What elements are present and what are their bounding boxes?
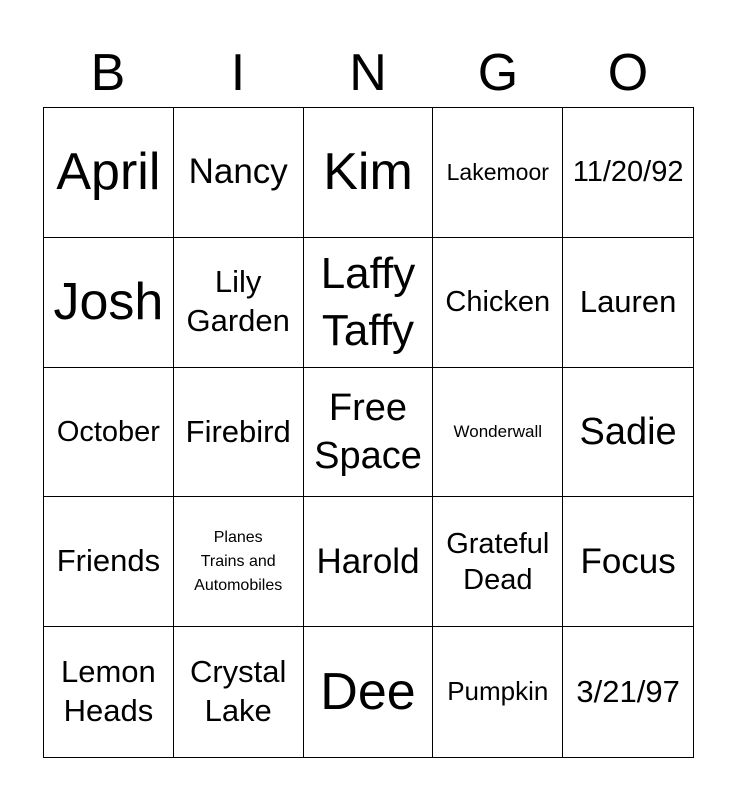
bingo-cell[interactable]: Lily Garden <box>174 238 304 368</box>
bingo-cell[interactable]: April <box>44 108 174 238</box>
bingo-cell[interactable]: Laffy Taffy <box>304 238 434 368</box>
free-space-cell[interactable]: Free Space <box>304 368 434 498</box>
bingo-cell[interactable]: Nancy <box>174 108 304 238</box>
bingo-header <box>43 40 693 106</box>
header-letter-n: N <box>349 44 387 102</box>
bingo-cell[interactable]: 11/20/92 <box>563 108 693 238</box>
header-letter-i: I <box>230 44 246 102</box>
bingo-cell[interactable]: Chicken <box>433 238 563 368</box>
bingo-cell[interactable]: Crystal Lake <box>174 627 304 757</box>
bingo-cell[interactable]: Friends <box>44 497 174 627</box>
bingo-cell[interactable]: Lemon Heads <box>44 627 174 757</box>
bingo-cell[interactable]: Dee <box>304 627 434 757</box>
bingo-cell[interactable]: Harold <box>304 497 434 627</box>
bingo-cell[interactable]: Grateful Dead <box>433 497 563 627</box>
bingo-cell[interactable]: Wonderwall <box>433 368 563 498</box>
bingo-cell[interactable]: Lakemoor <box>433 108 563 238</box>
bingo-cell[interactable]: Planes Trains and Automobiles <box>174 497 304 627</box>
bingo-cell[interactable]: Kim <box>304 108 434 238</box>
bingo-cell[interactable]: Josh <box>44 238 174 368</box>
header-letter-b: B <box>90 44 126 102</box>
bingo-cell[interactable]: October <box>44 368 174 498</box>
bingo-cell[interactable]: Lauren <box>563 238 693 368</box>
bingo-card-grid <box>43 107 694 758</box>
bingo-cell[interactable]: Firebird <box>174 368 304 498</box>
header-letter-o: O <box>607 44 649 102</box>
bingo-cell[interactable]: Sadie <box>563 368 693 498</box>
bingo-cell[interactable]: Pumpkin <box>433 627 563 757</box>
bingo-cell[interactable]: Focus <box>563 497 693 627</box>
bingo-cell[interactable]: 3/21/97 <box>576 673 680 709</box>
header-letter-g: G <box>477 44 519 102</box>
